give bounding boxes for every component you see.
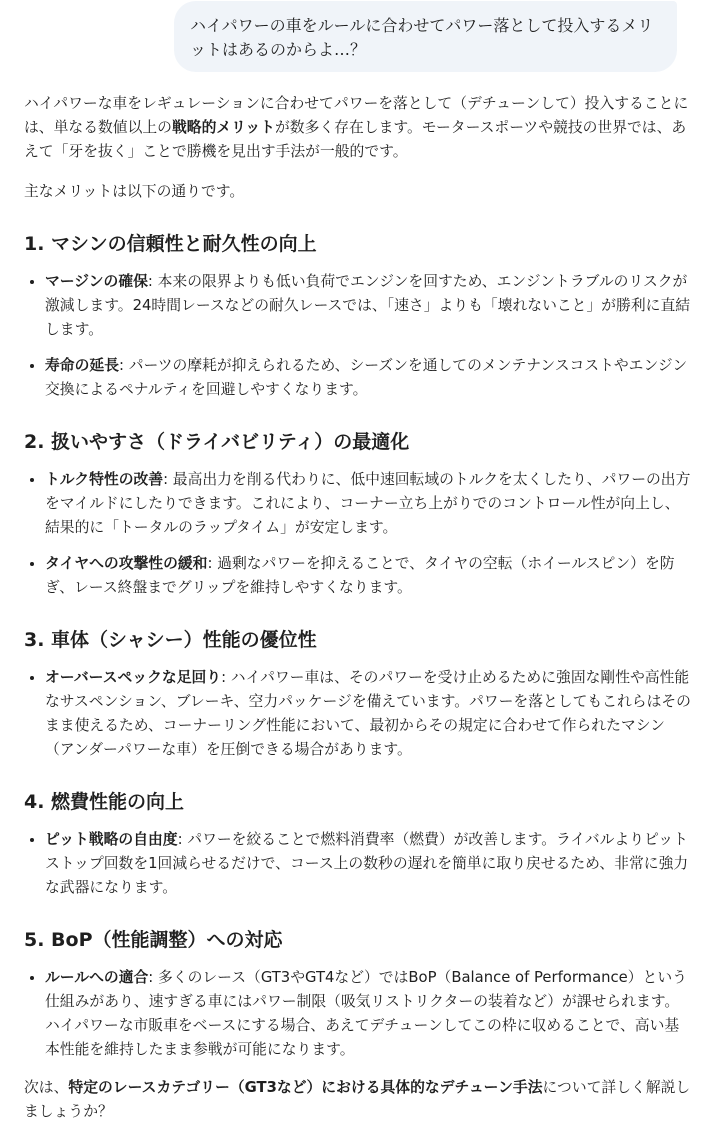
bullet-list xyxy=(24,666,692,762)
lead-paragraph: 主なメリットは以下の通りです。 xyxy=(24,183,245,200)
intro-paragraph xyxy=(24,92,692,164)
section-heading: 5. BoP（性能調整）への対応 xyxy=(24,929,283,951)
section-3 xyxy=(24,626,692,762)
closing-text-1: 次は、 xyxy=(24,1079,69,1096)
list-item xyxy=(45,270,692,342)
section-4 xyxy=(24,788,692,900)
user-message-text: ハイパワーの車をルールに合わせてパワー落として投入するメリットはあるのからよ…？ xyxy=(190,16,654,59)
assistant-response xyxy=(24,92,692,1124)
section-1 xyxy=(24,230,692,402)
closing-text-2: について詳しく解説しましょうか？ xyxy=(24,1079,691,1120)
item-term: ピット戦略の自由度 xyxy=(45,831,178,848)
section-heading: 3. 車体（シャシー）性能の優位性 xyxy=(24,629,317,651)
item-term: ルールへの適合 xyxy=(45,969,149,986)
item-text: : 本来の限界よりも低い負荷でエンジンを回すため、エンジントラブルのリスクが激減します。24時間レースなどの耐久レースでは、「速さ」よりも「壊れないこと」が勝利に直結します。 xyxy=(45,273,691,338)
section-heading: 2. 扱いやすさ（ドライバビリティ）の最適化 xyxy=(24,431,410,453)
item-text: : 多くのレース（GT3やGT4など）ではBoP（Balance of Performance）という仕組みがあり、速すぎる車にはパワー制限（吸気リストリクターの装着など）が課せられます。ハイパワーな市販車をベースにする場合、あえてデチューンしてこの枠に収めることで、高い基本性能を維持したまま参戦が可能になります。 xyxy=(45,969,687,1058)
closing-paragraph xyxy=(24,1076,692,1124)
bullet-list xyxy=(24,966,692,1062)
intro-bold: 戦略的メリット xyxy=(171,119,275,136)
list-item xyxy=(45,966,692,1062)
item-term: 寿命の延長 xyxy=(45,357,119,374)
list-item xyxy=(45,666,692,762)
item-text: : ハイパワー車は、そのパワーを受け止めるために強固な剛性や高性能なサスペンション、ブレーキ、空力パッケージを備えています。パワーを落としてもこれらはそのまま使えるため、コーナーリング性能において、最初からその規定に合わせて作られたマシン（アンダーパワーな車）を圧倒できる場合があります。 xyxy=(45,669,691,758)
bullet-list xyxy=(24,468,692,600)
section-2 xyxy=(24,428,692,600)
item-text: : 過剰なパワーを抑えることで、タイヤの空転（ホイールスピン）を防ぎ、レース終盤までグリップを維持しやすくなります。 xyxy=(45,555,675,596)
item-text: : パーツの摩耗が抑えられるため、シーズンを通してのメンテナンスコストやエンジン交換によるペナルティを回避しやすくなります。 xyxy=(45,357,688,398)
user-message-bubble xyxy=(174,1,677,72)
bullet-list xyxy=(24,270,692,402)
section-heading: 4. 燃費性能の向上 xyxy=(24,791,185,813)
list-item xyxy=(45,468,692,540)
item-text: : パワーを絞ることで燃料消費率（燃費）が改善します。ライバルよりピットストップ回数を1回減らせるだけで、コース上の数秒の遅れを簡単に取り戻せるため、非常に強力な武器になります。 xyxy=(45,831,689,896)
list-item xyxy=(45,552,692,600)
closing-bold: 特定のレースカテゴリー（GT3など）における具体的なデチューン手法 xyxy=(68,1079,543,1096)
bullet-list xyxy=(24,828,692,900)
item-text: : 最高出力を削る代わりに、低中速回転域のトルクを太くしたり、パワーの出方をマイルドにしたりできます。これにより、コーナー立ち上がりでのコントロール性が向上し、結果的に「トータルのラップタイム」が安定します。 xyxy=(45,471,691,536)
item-term: オーバースペックな足回り xyxy=(45,669,222,686)
item-term: タイヤへの攻撃性の緩和 xyxy=(45,555,208,572)
section-5 xyxy=(24,926,692,1062)
item-term: マージンの確保 xyxy=(45,273,148,290)
item-term: トルク特性の改善 xyxy=(45,471,164,488)
list-item xyxy=(45,354,692,402)
intro-text-2: が数多く存在します。モータースポーツや競技の世界では、あえて「牙を抜く」ことで勝機を見出す手法が一般的です。 xyxy=(24,119,687,160)
list-item xyxy=(45,828,692,900)
section-heading: 1. マシンの信頼性と耐久性の向上 xyxy=(24,233,317,255)
intro-text-1: ハイパワーな車をレギュレーションに合わせてパワーを落として（デチューンして）投入することには、単なる数値以上の xyxy=(24,95,689,136)
